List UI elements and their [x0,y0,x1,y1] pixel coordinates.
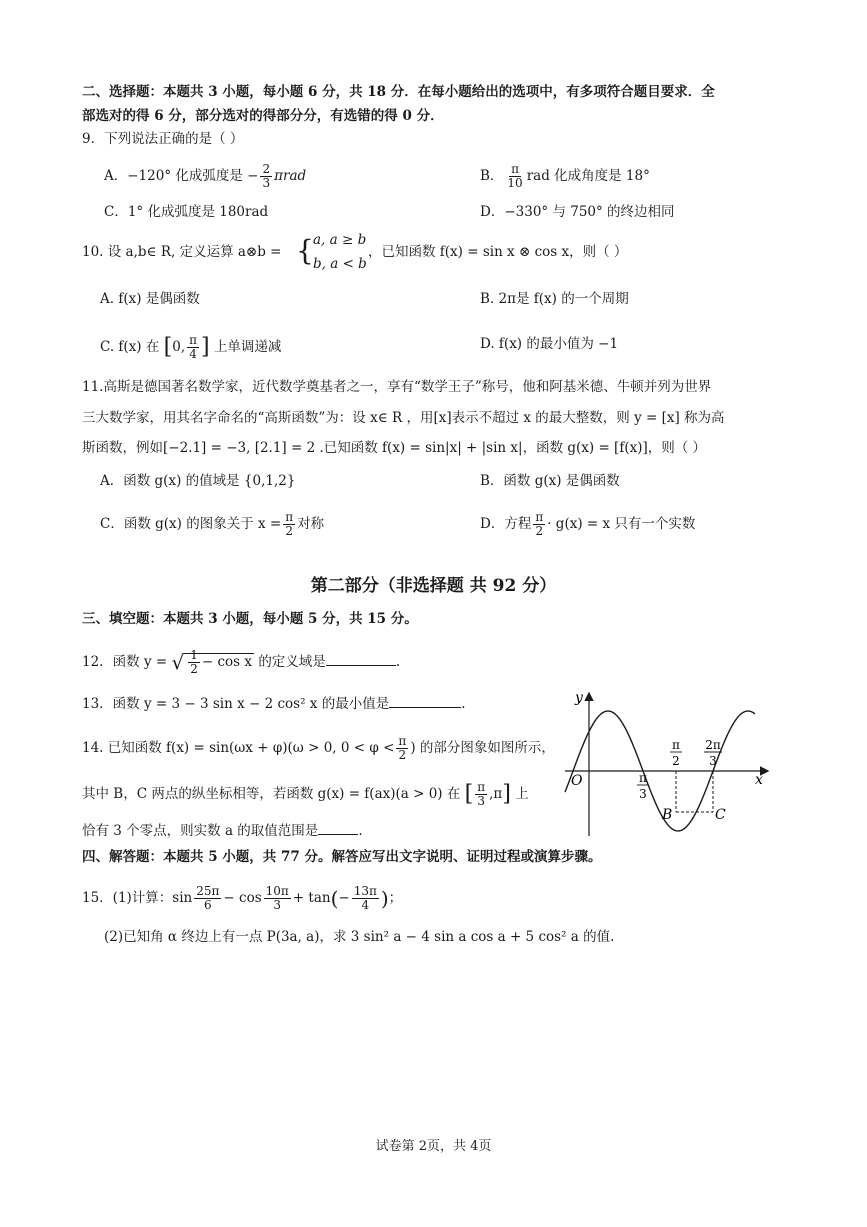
q10-c-bracket-right: ] [201,334,210,360]
section3-heading: 三、填空题：本题共 3 小题，每小题 5 分，共 15 分。 [82,611,418,627]
q15-num1: 25π [196,884,220,898]
q10-c-interval-left: 0, [172,339,186,355]
q10-c-post: 上单调递减 [213,339,282,355]
q13-answer-blank[interactable] [389,707,461,708]
q14-line2-num: π [477,780,486,794]
q14-sine-graph [555,688,775,838]
q11-d-frac [533,511,545,538]
q10-stem-pre: 10. 设 a,b∈ R, 定义运算 a⊗b = [82,244,282,260]
q15-den1: 6 [204,898,212,912]
q11-d-pre: D．方程 [480,516,532,532]
q9-b-num: π [511,162,519,176]
q10-case1: a, a ≥ b [313,232,367,248]
q11-c-post: 对称 [297,516,325,532]
q9-b-den: 10 [507,176,523,190]
graph-y-label: y [575,690,583,706]
q9-a-den: 3 [262,176,271,190]
q11-c-pre: C．函数 g(x) 的图象关于 x = [100,516,282,532]
q10-c-bracket-left: [ [163,334,173,360]
q11-line2: 三大数学家，用其名字命名的“高斯函数”为：设 x∈ R ，用[x]表示不超过 x 的最大整数，则 y = [x] 称为高 [82,410,725,426]
q11-c-num: π [285,510,294,524]
page-footer: 试卷第 2页，共 4页 [375,1139,492,1154]
q9-stem: 9．下列说法正确的是（ ） [82,131,244,147]
graph-label-2pi3-den: 3 [709,754,717,768]
q13 [82,694,466,714]
q9-b-pre: B． [480,168,504,184]
q10-c-frac [187,334,199,361]
q15-frac2 [264,885,291,912]
q11-option-a: A．函数 g(x) 的值域是 {0,1,2} [100,473,296,489]
q12-post: 的定义域是 [258,654,326,670]
q12-rad-post: − cos x [201,654,253,670]
q15-paren-right: ) [380,886,389,911]
q12-end: . [395,654,401,670]
graph-label-pi3-num: π [639,771,647,785]
q14-bracket-left: [ [464,781,474,807]
graph-label-pi3-den: 3 [639,787,647,801]
q15-den2: 3 [273,898,282,912]
q12-sqrt-sign: √ [171,650,185,675]
q10-case2: b, a < b [313,256,367,272]
q14-line1-frac [396,735,408,762]
q15-part1: 15．(1)计算：sin $\frac{25\pi}{6}$ − cos $\frac{10\pi}{3}$ + tan(− $\frac{13\pi}{4}$ )； [82,884,403,912]
q10-option-d: D. f(x) 的最小值为 −1 [480,336,619,352]
graph-label-pi2-num: π [672,738,680,752]
q11-d-num: π [535,510,544,524]
q10-c-pre: C. f(x) 在 [100,339,160,355]
graph-x-label: x [755,772,763,788]
q13-pre: 13．函数 y = 3 − 3 sin x − 2 cos² x 的最小值是 [82,696,390,712]
q11-line1: 11.高斯是德国著名数学家，近代数学奠基者之一，享有“数学王子”称号，他和阿基米德、牛顿并列为世界 [82,379,712,395]
q15-paren-left: ( [330,886,339,911]
q9-b-frac [505,163,524,190]
q9-option-d: D．−330° 与 750° 的终边相同 [480,204,675,220]
q14-line3-end: . [358,823,363,839]
graph-point-b: B [662,807,673,823]
q10-c-num: π [189,333,198,347]
q14-line3-text: 恰有 3 个零点，则实数 a 的取值范围是 [82,823,319,839]
q11-c-frac [283,511,295,538]
q11-line3: 斯函数，例如[−2.1] = −3, [2.1] = 2 .已知函数 f(x) = sin|x| + |sin x|，函数 g(x) = [f(x)]，则（ ） [82,440,707,456]
q15-num3: 13π [353,884,377,898]
q12-answer-blank[interactable] [326,665,396,666]
q11-option-c [100,511,324,538]
q14-answer-blank[interactable] [318,834,358,835]
q9-option-c: C．1° 化成弧度是 180rad [104,204,269,220]
q15-num2: 10π [265,884,289,898]
q10-brace: { [296,234,314,267]
q15-part2: (2)已知角 α 终边上有一点 P(3a, a)，求 3 sin² a − 4 sin a cos a + 5 cos² a 的值. [104,929,615,945]
q14-line2 [82,781,529,808]
q14-line2-den: 3 [477,794,486,808]
part2-title: 第二部分（非选择题 共 92 分） [310,576,557,596]
q11-option-b: B．函数 g(x) 是偶函数 [480,473,620,489]
q14-bracket-right: ] [502,781,511,807]
graph-label-2pi3-num: 2π [705,738,721,752]
section2-heading-line1: 二、选择题：本题共 3 小题，每小题 6 分，共 18 分．在每小题给出的选项中，有多项符合题目要求．全 [82,84,715,100]
q9-option-b [480,163,650,190]
q15-mid2: + tan [292,890,331,906]
q11-d-post: · g(x) = x 只有一个实数 [547,516,696,532]
q14-line1-pre: 14. 已知函数 f(x) = sin(ωx + φ)(ω > 0, 0 < φ < [82,740,395,756]
q11-option-d [480,511,695,538]
q9-a-post: πrad [274,168,307,184]
q14-interval-right: ,π [489,786,503,802]
q10-stem-post: ，已知函数 f(x) = sin x ⊗ cos x，则（ ） [368,244,628,260]
q12-pre: 12．函数 y = [82,654,168,670]
q13-end: . [461,696,466,712]
q12-radicand [184,648,254,676]
q15-mid1: − cos [223,890,262,906]
q14-line1-num: π [398,734,407,748]
q10-option-c [100,334,281,361]
q10-c-den: 4 [189,347,197,361]
q11-c-den: 2 [285,524,293,538]
q15-p1-end: ； [388,890,403,906]
q9-a-frac [260,163,272,190]
q9-a-pre: A．−120° 化成弧度是 − [104,168,259,184]
graph-label-pi2-den: 2 [672,754,680,768]
q14-line3 [82,821,363,841]
q9-b-post: rad 化成角度是 18° [526,168,650,184]
q10-option-b: B. 2π是 f(x) 的一个周期 [480,291,629,307]
q15-den3: 4 [361,898,370,912]
q14-line2-pre: 其中 B，C 两点的纵坐标相等，若函数 g(x) = f(ax)(a > 0) 在 [82,786,461,802]
q10-option-a: A. f(x) 是偶函数 [100,291,200,307]
q15-frac1 [194,885,221,912]
q12 [82,649,400,676]
graph-point-c: C [715,807,726,823]
q12-frac [188,649,200,676]
graph-origin-label: O [571,773,583,789]
section4-heading: 四、解答题：本题共 5 小题，共 77 分。解答应写出文字说明、证明过程或演算步骤。 [82,849,602,865]
q14-line1 [82,735,555,762]
q14-line2-frac [475,781,487,808]
q12-den: 2 [190,662,198,676]
q9-option-a [104,163,306,190]
q11-d-den: 2 [535,524,544,538]
q12-num: 1 [190,648,198,662]
section2-heading-line2: 部选对的得 6 分，部分选对的得部分分，有选错的得 0 分． [82,108,444,124]
q15-p1-pre: 15．(1)计算：sin [82,890,193,906]
q15-frac3 [352,885,379,912]
q14-line1-post: ) 的部分图象如图所示， [410,740,555,756]
q9-a-num: 2 [262,162,271,176]
q14-line1-den: 2 [398,748,407,762]
q14-line2-post: 上 [515,786,529,802]
